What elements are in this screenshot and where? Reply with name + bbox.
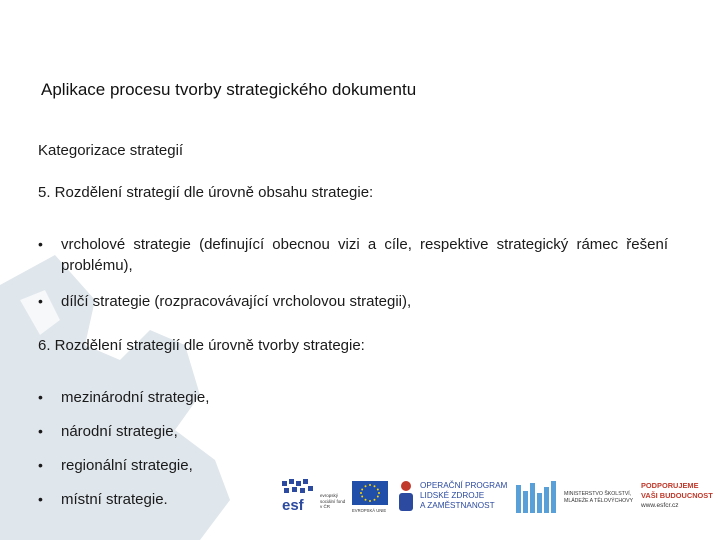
esf-logo	[280, 477, 318, 515]
list-item	[38, 387, 668, 408]
bullet-icon: •	[38, 293, 43, 309]
list-item	[38, 291, 668, 312]
bullet-icon: •	[38, 423, 43, 439]
esf-wordmark: esf	[282, 497, 304, 514]
list-item-text: mezinárodní strategie,	[61, 389, 210, 406]
bullet-icon: •	[38, 491, 43, 507]
support-slogan: PODPORUJEME VAŠI BUDOUCNOST www.esfcr.cz	[641, 481, 713, 509]
esf-caption: evropský sociální fond v ČR	[320, 493, 346, 509]
section-heading: Kategorizace strategií	[38, 142, 184, 159]
group6-heading: 6. Rozdělení strategií dle úrovně tvorby strategie:	[38, 337, 365, 354]
eu-caption: EVROPSKÁ UNIE	[352, 508, 387, 513]
op-program-text: OPERAČNÍ PROGRAM LIDSKÉ ZDROJE A ZAMĚSTNANOST	[420, 481, 508, 510]
eu-flag-icon	[352, 481, 388, 505]
bullet-icon: •	[38, 236, 43, 252]
support-web-link[interactable]: www.esfcr.cz	[641, 502, 679, 509]
list-item	[38, 234, 668, 276]
list-item-text: místní strategie.	[61, 491, 168, 508]
page-title: Aplikace procesu tvorby strategického dokumentu	[41, 80, 417, 99]
msmt-logo-icon	[514, 479, 558, 515]
list-item	[38, 455, 668, 476]
msmt-text: MINISTERSTVO ŠKOLSTVÍ, MLÁDEŽE A TĚLOVÝCHOVY	[564, 491, 634, 504]
list-item-text: dílčí strategie (rozpracovávající vrcholovou strategii),	[61, 293, 412, 310]
op-logo-icon	[396, 479, 416, 515]
list-item-text: vrcholové strategie (definující obecnou vizi a cíle, respektive strategický rámec řešení problému),	[61, 236, 668, 274]
group5-heading: 5. Rozdělení strategií dle úrovně obsahu strategie:	[38, 184, 374, 201]
bullet-icon: •	[38, 389, 43, 405]
list-item	[38, 421, 668, 442]
group5-list	[38, 234, 668, 312]
footer-logos	[280, 477, 716, 521]
list-item-text: národní strategie,	[61, 423, 178, 440]
bullet-icon: •	[38, 457, 43, 473]
list-item-text: regionální strategie,	[61, 457, 193, 474]
